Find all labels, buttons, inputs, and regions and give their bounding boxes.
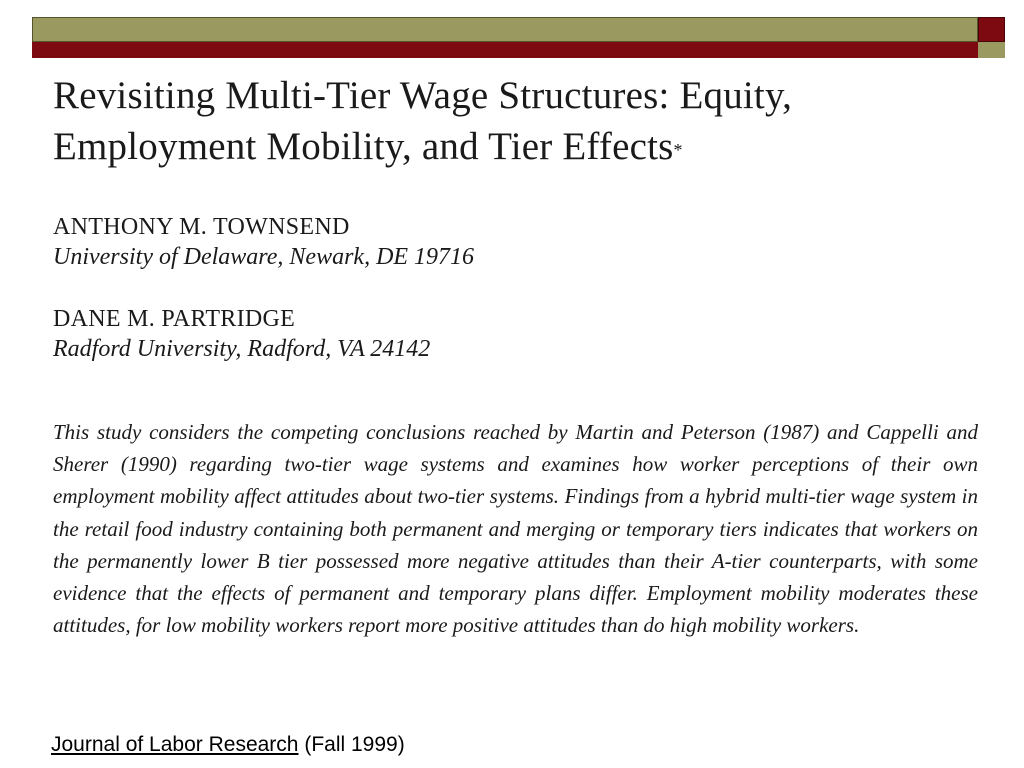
header-bar-maroon (32, 42, 978, 58)
citation-date: (Fall 1999) (304, 733, 405, 756)
author-affiliation: Radford University, Radford, VA 24142 (53, 336, 431, 362)
author-block-2 (53, 304, 430, 364)
paper-excerpt (53, 70, 983, 638)
header-bar-olive (32, 17, 978, 42)
author-name: DANE M. PARTRIDGE (53, 306, 296, 332)
author-block-1 (53, 212, 474, 272)
paper-title (53, 70, 983, 172)
journal-link[interactable]: Journal of Labor Research (51, 733, 299, 756)
author-name: ANTHONY M. TOWNSEND (53, 214, 350, 240)
header-corner-maroon (978, 17, 1005, 42)
paper-title-text: Revisiting Multi-Tier Wage Structures: Equity, Employment Mobility, and Tier Effects (53, 74, 793, 168)
paper-abstract: This study considers the competing conclusions reached by Martin and Peterson (1987) and Cappelli and Sherer (1990) regarding two-tier wage systems and examines how worker perceptions of their own employment mobility affect attitudes about two-tier systems. Findings from a hybrid multi-tier wage system in the retail food industry containing both permanent and merging or temporary tiers indicates that workers on the permanently lower B tier possessed more negative attitudes than their A-tier counterparts, with some evidence that the effects of permanent and temporary plans differ. Employment mobility moderates these attitudes, for low mobility workers report more positive attitudes than do high mobility workers. (53, 420, 978, 638)
title-footnote-mark: * (673, 140, 683, 160)
author-affiliation: University of Delaware, Newark, DE 19716 (53, 244, 475, 270)
citation (51, 733, 405, 757)
header-corner-olive (978, 42, 1005, 58)
